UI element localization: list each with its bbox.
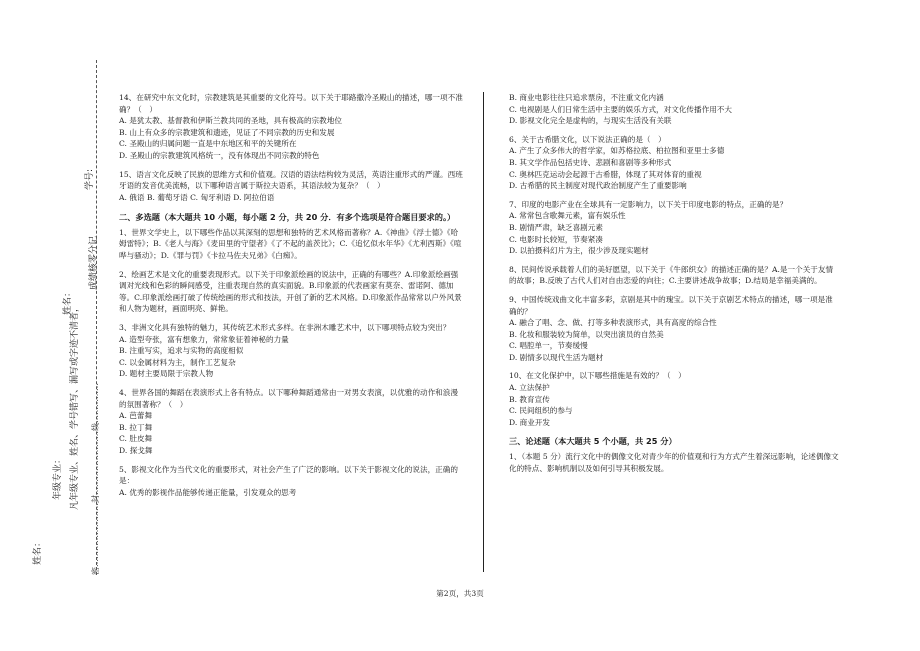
answer-option: A. 融合了唱、念、做、打等多种表演形式，具有高度的综合性	[509, 318, 717, 328]
answer-option: A. 俄语 B. 葡萄牙语 C. 匈牙利语 D. 阿拉伯语	[119, 192, 275, 202]
question	[119, 227, 464, 262]
question	[119, 387, 464, 457]
question-stem: 9、中国传统戏曲文化丰富多彩，京剧是其中的瑰宝。以下关于京剧艺术特点的描述，哪一项是准确的？	[509, 294, 833, 316]
answer-option: B. 注重写实，追求与实物的高度相似	[119, 346, 244, 356]
essay-question-1: 1、（本题 5 分）流行文化中的偶像文化对青少年的价值观和行为方式产生着深远影响，论述偶像文化的特点、影响机制以及如何引导其积极发展。	[509, 451, 839, 473]
answer-option: D. 剧情多以现代生活为题材	[509, 352, 604, 362]
answer-option: A. 立法保护	[509, 383, 550, 393]
question-stem: 4、世界各国的舞蹈在表演形式上各有特点。以下哪种舞蹈通常由一对男女表演，以优雅的动作和浪漫的氛围著称？（ ）	[119, 387, 458, 409]
question	[509, 370, 839, 428]
answer-option: C. 电影时长较短，节奏紧凑	[509, 234, 603, 244]
answer-option: D. 影视文化完全是虚构的，与现实生活没有关联	[509, 116, 672, 126]
grade-notice: 成绩核零分记	[89, 235, 99, 290]
answer-option: A. 造型夸张，富有想象力，常常象征着神秘的力量	[119, 334, 289, 344]
question	[509, 264, 839, 287]
question	[509, 199, 839, 257]
binding-margin	[0, 0, 118, 600]
answer-option: C. 圣殿山的归属问题一直是中东地区和平的关键所在	[119, 139, 297, 149]
answer-option: C. 奥林匹克运动会起源于古希腊，体现了其对体育的重视	[509, 169, 702, 179]
answer-option: B. 化妆和服装较为简单，以突出演员的自然美	[509, 329, 664, 339]
answer-option: B. 山上有众多的宗教建筑和遗迹，见证了不同宗教的历史和发展	[119, 127, 335, 137]
question-stem: 8、民间传说承载着人们的美好愿望，以下关于《牛郎织女》的描述正确的是？A.是一个关于友情的故事；B.反映了古代人们对自由恋爱的向往；C.主要讲述战争故事；D.结局是幸福美满的。	[509, 264, 834, 286]
question	[509, 92, 839, 127]
answer-option: C. 肚皮舞	[119, 434, 153, 444]
seal-line	[96, 60, 97, 575]
column-divider	[483, 92, 484, 572]
question	[509, 134, 839, 192]
question	[509, 294, 839, 364]
answer-option: D. 探戈舞	[119, 445, 153, 455]
question	[119, 169, 464, 204]
question-stem: 1、世界文学史上，以下哪些作品以其深刻的思想和独特的艺术风格而著称？A.《神曲》《浮士德》《哈姆雷特》；B.《老人与海》《麦田里的守望者》《了不起的盖茨比》；C.《追忆似水年华》《尤利西斯》《喧哗与骚动》；D.《罪与罚》《卡拉马佐夫兄弟》《白痴》。	[119, 227, 462, 261]
right-column	[509, 92, 839, 474]
answer-option: D. 以拍摄科幻片为主，很少涉及现实题材	[509, 246, 649, 256]
binding-warning: 凡年级专业、姓名、学号错写、漏写或字迹不清者，	[70, 302, 80, 510]
question-stem: 7、印度的电影产业在全球具有一定影响力，以下关于印度电影的特点，正确的是？	[509, 199, 788, 209]
answer-option: D. 题材主要局限于宗教人物	[119, 369, 214, 379]
answer-option: A. 产生了众多伟大的哲学家，如苏格拉底、柏拉图和亚里士多德	[509, 146, 725, 156]
answer-option: A. 常常包含歌舞元素，富有娱乐性	[509, 211, 626, 221]
left-column	[119, 92, 464, 505]
student-id-label: 学号:	[85, 168, 95, 190]
answer-option: B. 剧情严肃，缺乏喜剧元素	[509, 222, 603, 232]
section-2-title: 二、多选题（本大题共 10 小题，每小题 2 分，共 20 分．有多个选项是符合题目要求的。）	[119, 212, 456, 223]
question-group-single-choice	[119, 92, 464, 203]
school-label: 姓名：	[33, 537, 43, 565]
answer-option: B. 商业电影往往只追求票房，不注重文化内涵	[509, 93, 664, 102]
answer-option: A. 芭蕾舞	[119, 411, 153, 421]
major-label: 年级专业：	[53, 454, 63, 500]
question	[119, 322, 464, 380]
answer-option: A. 优秀的影视作品能够传递正能量，引发观众的思考	[119, 487, 297, 497]
answer-option: B. 教育宣传	[509, 394, 550, 404]
seal-line-text: 密……………………封……………………线……………	[91, 383, 100, 575]
question	[119, 269, 464, 315]
question-stem: 2、绘画艺术是文化的重要表现形式。以下关于印象派绘画的说法中，正确的有哪些？A.印象派绘画强调对光线和色彩的瞬间感受，注重表现自然的真实面貌。B.印象派的代表画家有莫奈、雷诺阿、德加等。C.印象派绘画打破了传统绘画的形式和技法，开创了新的艺术风格。D.印象派作品常常以户外风景和人物为题材，画面明亮、鲜艳。	[119, 269, 462, 314]
answer-option: D. 圣殿山的宗教建筑风格统一，没有体现出不同宗教的特色	[119, 150, 320, 160]
question-stem: 14、在研究中东文化时，宗教建筑是其重要的文化符号。以下关于耶路撒冷圣殿山的描述，哪一项不准确？（ ）	[119, 93, 463, 114]
question-stem: 3、非洲文化具有独特的魅力，其传统艺术形式多样。在非洲木雕艺术中，以下哪项特点较为突出？	[119, 323, 451, 332]
question-stem: 15、语言文化反映了民族的思维方式和价值观。汉语的语法结构较为灵活，英语注重形式的严谨。西班牙语的发音优美流畅，以下哪种语言属于斯拉夫语系，其语法较为复杂？（ ）	[119, 169, 463, 191]
answer-option: A. 是犹太教、基督教和伊斯兰教共同的圣地，具有极高的宗教地位	[119, 116, 342, 126]
answer-option: C. 唱腔单一，节奏缓慢	[509, 341, 588, 351]
question-stem: 6、关于古希腊文化，以下说法正确的是（ ）	[509, 134, 666, 144]
question-stem: 5、影视文化作为当代文化的重要形式，对社会产生了广泛的影响。以下关于影视文化的说法，正确的是：	[119, 464, 458, 486]
answer-option: B. 拉丁舞	[119, 422, 153, 432]
name-label: 姓名：	[63, 287, 73, 315]
question-stem: 10、在文化保护中，以下哪些措施是有效的？（ ）	[509, 371, 686, 381]
question	[119, 92, 464, 162]
question-group-multi-choice	[119, 227, 464, 498]
section-3-title: 三、论述题（本大题共 5 个小题，共 25 分）	[509, 436, 677, 447]
answer-option: D. 商业开发	[509, 417, 551, 427]
question	[119, 464, 464, 499]
answer-option: C. 以金属材料为主，制作工艺复杂	[119, 357, 236, 367]
answer-option: D. 古希腊的民主制度对现代政治制度产生了重要影响	[509, 181, 687, 191]
page-footer: 第2页，共3页	[436, 589, 484, 598]
answer-option: C. 电视剧是人们日常生活中主要的娱乐方式，对文化传播作用不大	[509, 104, 732, 114]
answer-option: C. 民间组织的参与	[509, 406, 573, 416]
answer-option: B. 其文学作品包括史诗、悲剧和喜剧等多种形式	[509, 157, 672, 167]
question-group-right	[509, 92, 839, 428]
